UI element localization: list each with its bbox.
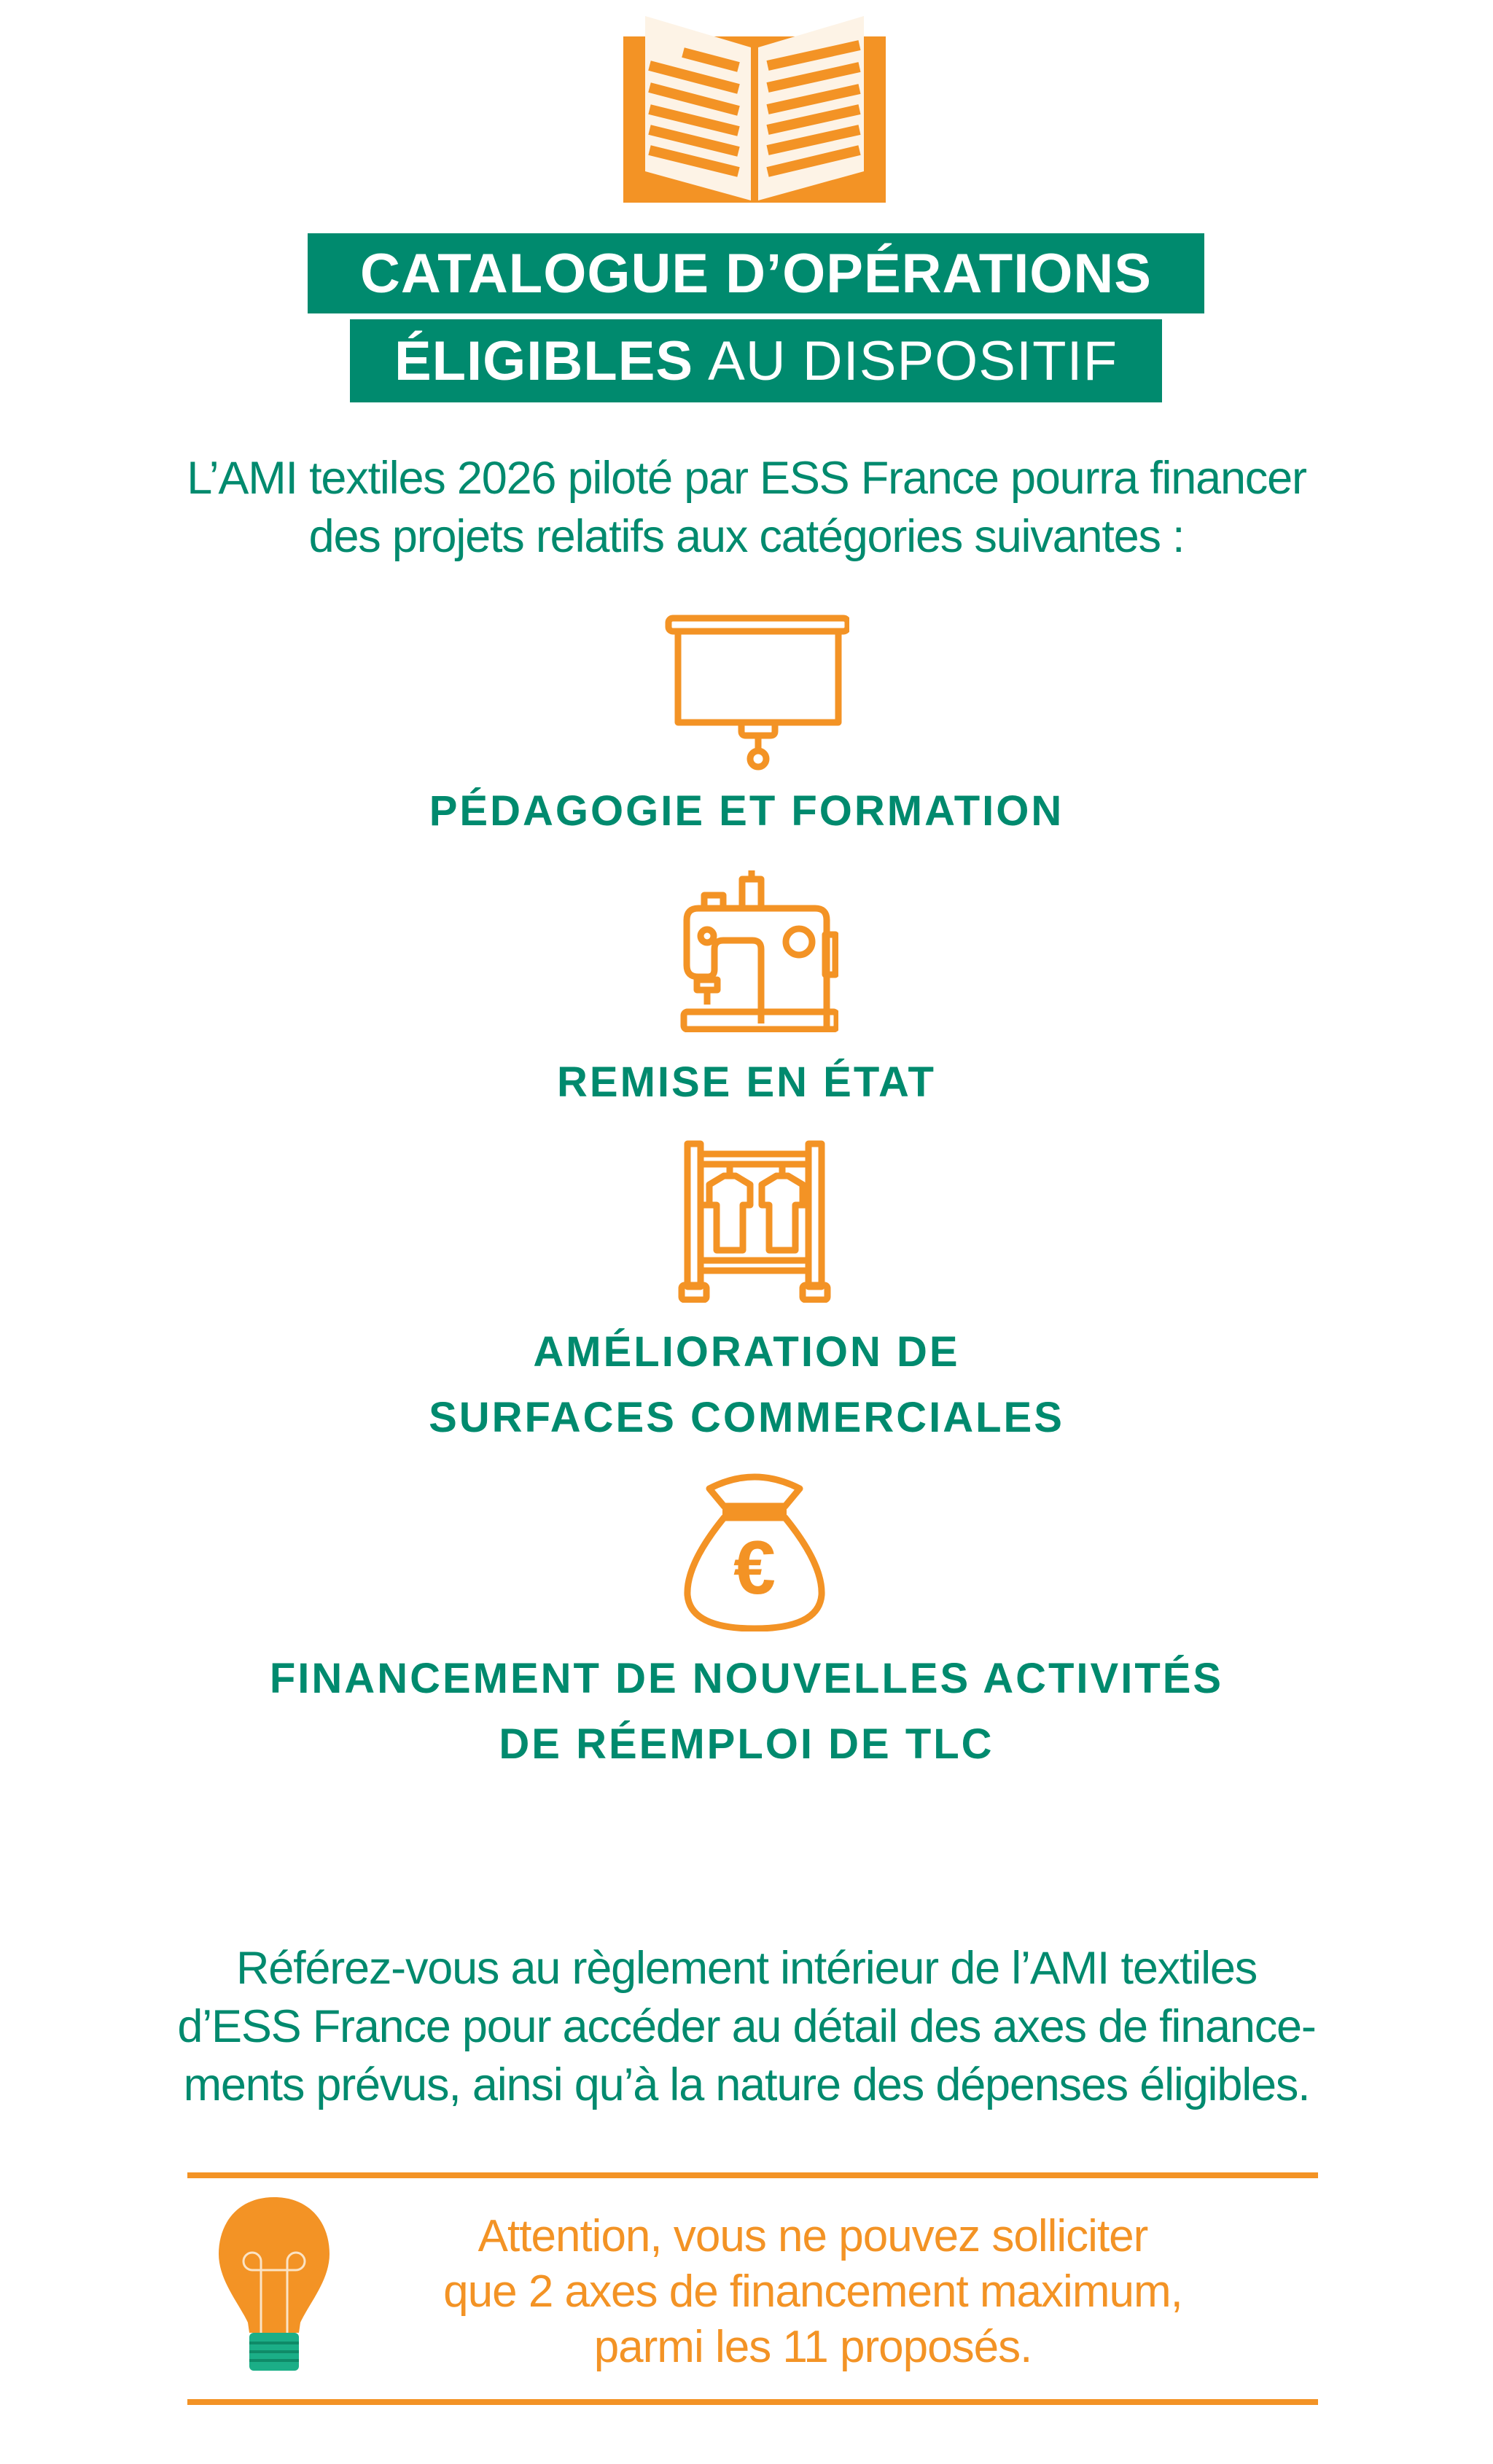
page-title-line-2-bold: ÉLIGIBLES (394, 330, 694, 392)
attention-line: que 2 axes de financement maximum, (443, 2266, 1182, 2317)
title-banner-line-2 (350, 319, 1162, 402)
category-label-line: AMÉLIORATION DE (533, 1328, 960, 1376)
intro-line: L’AMI textiles 2026 piloté par ESS France pourra financer (187, 453, 1306, 504)
euro-money-bag-icon (682, 1467, 827, 1631)
open-book-icon (623, 7, 886, 204)
category-label-financement (0, 1646, 1493, 1777)
page-title-line-2-light: AU DISPOSITIF (708, 330, 1118, 392)
clothing-rack-icon (674, 1139, 835, 1303)
category-label-remise-en-etat (0, 1050, 1493, 1115)
category-label-line: REMISE EN ÉTAT (557, 1058, 936, 1106)
category-label-amelioration (0, 1319, 1493, 1451)
attention-line: parmi les 11 proposés. (593, 2322, 1032, 2372)
reference-line: ments prévus, ainsi qu’à la nature des dépenses éligibles. (183, 2059, 1310, 2110)
reference-line: Référez-vous au règlement intérieur de l’AMI textiles (235, 1943, 1258, 1994)
category-label-pedagogie (0, 779, 1493, 844)
category-label-line: PÉDAGOGIE ET FORMATION (429, 787, 1064, 835)
lightbulb-icon (217, 2194, 331, 2378)
projector-screen-icon (660, 612, 849, 773)
intro-paragraph (0, 449, 1493, 566)
category-label-line: SURFACES COMMERCIALES (429, 1394, 1064, 1441)
sewing-machine-icon (669, 869, 838, 1032)
category-label-line: FINANCEMENT DE NOUVELLES ACTIVITÉS (269, 1655, 1224, 1702)
title-banner-line-1 (308, 233, 1204, 313)
svg-text:€: € (733, 1526, 776, 1610)
page-title-line-1: CATALOGUE D’OPÉRATIONS (360, 242, 1152, 305)
attention-bottom-divider (187, 2399, 1318, 2405)
intro-line: des projets relatifs aux catégories suivantes : (308, 511, 1185, 562)
attention-message (332, 2209, 1294, 2375)
attention-line: Attention, vous ne pouvez solliciter (477, 2211, 1148, 2261)
reference-line: d’ESS France pour accéder au détail des axes de finance- (177, 2001, 1316, 2052)
attention-top-divider (187, 2172, 1318, 2178)
reference-paragraph (0, 1939, 1493, 2114)
category-label-line: DE RÉEMPLOI DE TLC (499, 1720, 994, 1768)
